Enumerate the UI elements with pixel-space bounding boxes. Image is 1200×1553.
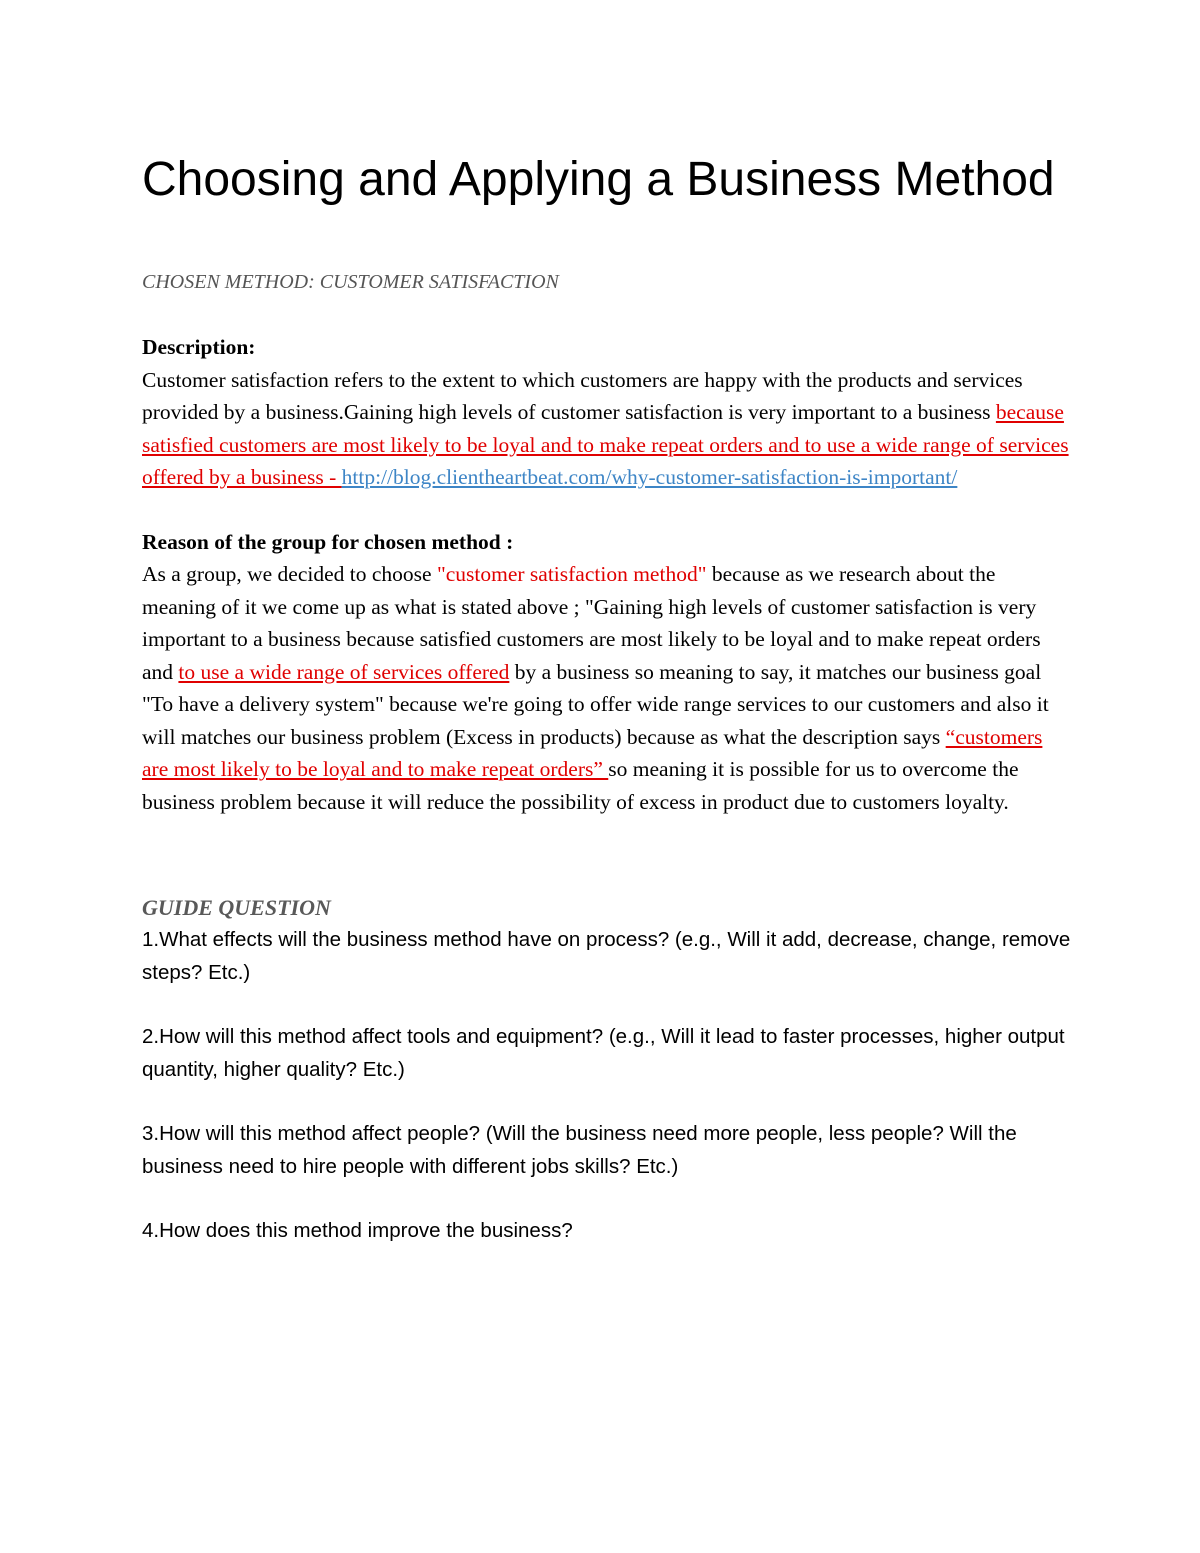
reason-section xyxy=(142,526,1072,819)
chosen-method-subtitle: CHOSEN METHOD: CUSTOMER SATISFACTION xyxy=(142,271,559,293)
document-page xyxy=(142,148,1072,1248)
guide-question-1: 1.What effects will the business method have on process? (e.g., Will it add, decrease, change, remove steps? Etc.) xyxy=(142,928,1071,984)
reason-heading: Reason of the group for chosen method : xyxy=(142,529,514,554)
description-heading: Description: xyxy=(142,335,256,359)
reason-highlight-quote: “customers are most likely to be loyal and to make repeat orders” xyxy=(142,724,1043,781)
source-link[interactable]: http://blog.clientheartbeat.com/why-customer-satisfaction-is-important/ xyxy=(341,465,958,489)
reason-highlight-range: to use a wide range of services offered xyxy=(178,659,510,684)
document-title: Choosing and Applying a Business Method xyxy=(142,153,1055,206)
guide-question-4: 4.How does this method improve the business? xyxy=(142,1219,573,1242)
guide-question-heading: GUIDE QUESTION xyxy=(142,895,331,920)
description-text: Customer satisfaction refers to the extent to which customers are happy with the products and services provided by a business.Gaining high levels of customer satisfaction is very important to a business xyxy=(142,367,1023,424)
description-paragraph xyxy=(142,364,1072,494)
reason-text-3: by a business so meaning to say, it matches our business goal "To have a delivery system" because we're going to offer wide range services to our customers and also it will matches our business problem (Excess in products) because as what the description says xyxy=(142,659,1049,749)
reason-text-4: so meaning it is possible for us to overcome the business problem because it will reduce the possibility of excess in product due to customers loyalty. xyxy=(142,757,1019,814)
description-highlight: because satisfied customers are most likely to be loyal and to make repeat orders and to use a wide range of services offered by a business - xyxy=(142,400,1069,489)
reason-text-2: because as we research about the meaning of it we come up as what is stated above ; "Gaining high levels of customer satisfaction is very important to a business because satisfied customers are most likely to be loyal and to make repeat orders and xyxy=(142,562,1041,684)
guide-question-2: 2.How will this method affect tools and equipment? (e.g., Will it lead to faster processes, higher output quantity, higher quality? Etc.) xyxy=(142,1025,1065,1081)
reason-paragraph xyxy=(142,558,1072,818)
guide-question-3: 3.How will this method affect people? (Will the business need more people, less people? Will the business need to hire people with different jobs skills? Etc.) xyxy=(142,1122,1017,1178)
description-section xyxy=(142,331,1072,494)
reason-highlight-method: "customer satisfaction method" xyxy=(436,562,707,586)
reason-text-1: As a group, we decided to choose xyxy=(142,562,437,586)
